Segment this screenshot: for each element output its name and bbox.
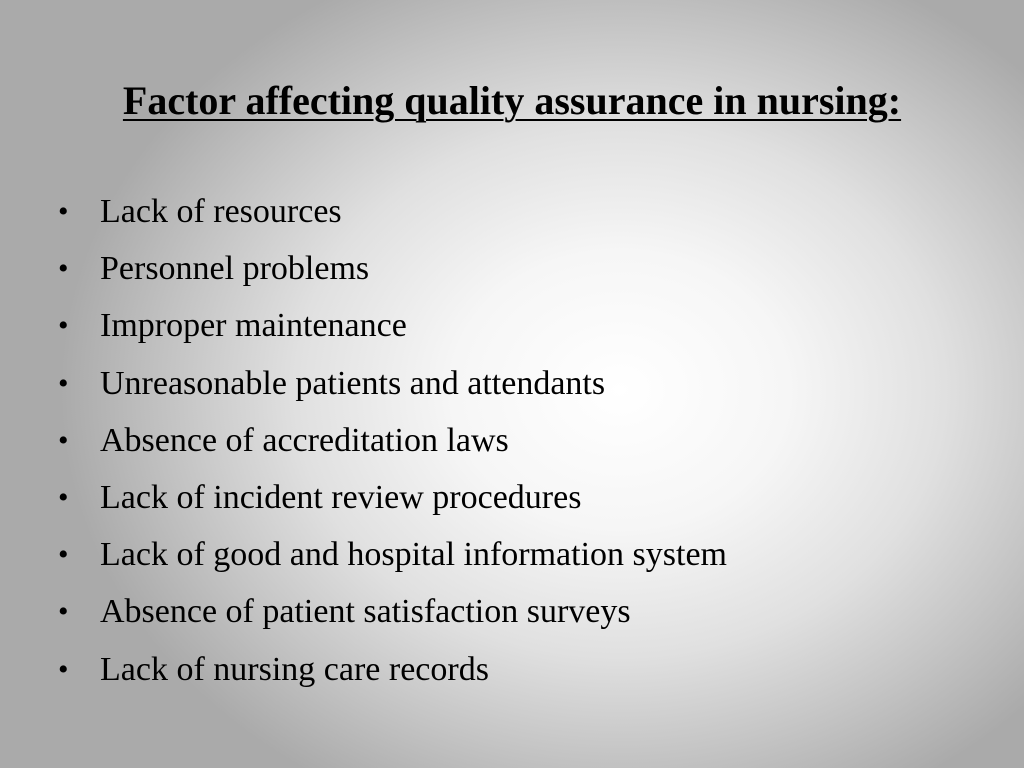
list-item-text: Lack of incident review procedures — [100, 478, 582, 516]
list-item — [58, 585, 988, 642]
bullet-dot-icon: • — [58, 480, 69, 514]
bullet-dot-icon: • — [58, 423, 69, 457]
list-item — [58, 357, 988, 414]
list-item — [58, 528, 988, 585]
list-item — [58, 414, 988, 471]
bullet-dot-icon: • — [58, 652, 69, 686]
list-item-text: Absence of patient satisfaction surveys — [100, 593, 631, 631]
bullet-dot-icon: • — [58, 538, 69, 572]
list-item-text: Absence of accreditation laws — [100, 421, 509, 459]
list-item — [58, 643, 988, 700]
list-item-text: Lack of nursing care records — [100, 650, 489, 688]
list-item-text: Personnel problems — [100, 250, 370, 288]
bullet-dot-icon: • — [58, 595, 69, 629]
bullet-dot-icon: • — [58, 366, 69, 400]
bullet-dot-icon: • — [58, 309, 69, 343]
slide-title: Factor affecting quality assurance in nursing: — [122, 78, 902, 123]
list-item — [58, 471, 988, 528]
list-item-text: Lack of resources — [100, 193, 342, 230]
list-item-text: Lack of good and hospital information system — [100, 536, 727, 574]
bullet-dot-icon: • — [58, 195, 69, 228]
list-item-text: Improper maintenance — [100, 307, 407, 345]
list-item — [58, 185, 988, 242]
list-item-text: Unreasonable patients and attendants — [100, 364, 606, 402]
list-item — [58, 299, 988, 356]
list-item — [58, 242, 988, 299]
bullet-dot-icon: • — [58, 252, 69, 286]
bullet-list — [58, 185, 988, 700]
